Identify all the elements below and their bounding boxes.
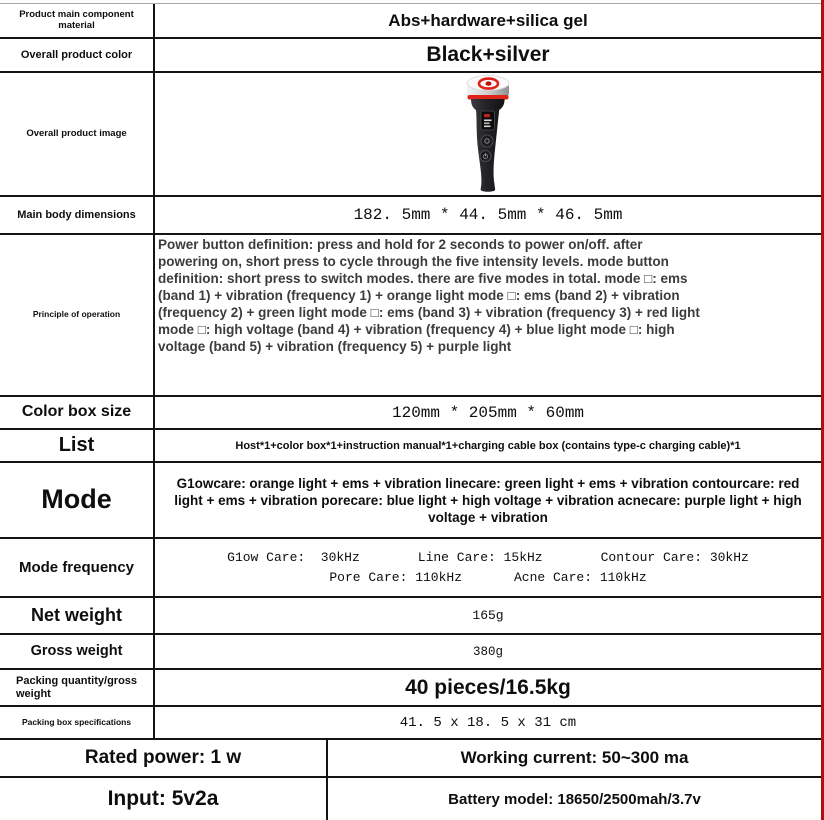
spec-row-dimensions	[0, 197, 821, 235]
row-value-dimensions: 182. 5mm * 44. 5mm * 46. 5mm	[353, 206, 623, 224]
spec-row-material	[0, 4, 821, 39]
row-label-image: Overall product image	[0, 73, 155, 195]
beauty-device-image	[456, 75, 520, 193]
row-label-colorbox: Color box size	[0, 397, 155, 428]
spec-row-gross-weight	[0, 635, 821, 670]
row-label-packing-box: Packing box specifications	[0, 707, 155, 738]
row-value-principle: Power button definition: press and hold for 2 seconds to power on/off. after powering on, short press to cycle through the five intensity levels. mode button definition: short press to switch modes. there are five modes in total. mode □: ems (band 1) + vibration (frequency 1) + orange light mode □: ems (band 2) + vibration (frequency 2) + green light mode □: ems (band 3) + vibration (frequency 3) + red light mode □: high voltage (band 4) + vibration (frequency 4) + blue light mode □: high voltage (band 5) + vibration (frequency 5) + purple light	[158, 237, 700, 354]
freq-line-care: Line Care: 15kHz	[417, 550, 543, 565]
frequency-line-1	[227, 550, 749, 565]
row-label-material: Product main component material	[0, 4, 155, 37]
row-label-frequency: Mode frequency	[0, 539, 155, 596]
spec-row-mode	[0, 463, 821, 539]
row-label-dimensions: Main body dimensions	[0, 197, 155, 233]
row-value-image	[155, 73, 821, 195]
spec-row-principle	[0, 235, 821, 397]
row-value-mode: G1owcare: orange light + ems + vibration linecare: green light + ems + vibration contourcare: red light + ems + vibration porecare: blue light + high voltage + vibration acnecare: purple light + high voltage + vibration	[174, 475, 802, 525]
freq-contour-care: Contour Care: 30kHz	[600, 550, 749, 565]
rated-power-cell: Rated power: 1 w	[0, 740, 328, 776]
battery-model-cell: Battery model: 18650/2500mah/3.7v	[448, 790, 701, 808]
freq-glow-care: G1ow Care: 30kHz	[227, 550, 360, 565]
working-current-cell: Working current: 50~300 ma	[460, 748, 689, 767]
spec-row-input-battery	[0, 778, 821, 820]
frequency-line-2	[329, 570, 646, 585]
row-label-net-weight: Net weight	[0, 598, 155, 633]
row-value-packing-box: 41. 5 x 18. 5 x 31 cm	[399, 714, 577, 731]
freq-acne-care: Acne Care: 110kHz	[514, 570, 647, 585]
row-value-list: Host*1+color box*1+instruction manual*1+charging cable box (contains type-c charging cable)*1	[235, 439, 741, 452]
spec-row-packing-box	[0, 707, 821, 740]
spec-row-image	[0, 73, 821, 197]
spec-row-frequency	[0, 539, 821, 598]
row-label-color: Overall product color	[0, 39, 155, 71]
row-value-frequency	[155, 539, 821, 596]
spec-row-color	[0, 39, 821, 73]
row-value-gross-weight: 380g	[472, 644, 503, 659]
product-spec-sheet	[0, 3, 821, 820]
spec-row-list	[0, 430, 821, 463]
row-value-material: Abs+hardware+silica gel	[388, 10, 588, 30]
row-value-color: Black+silver	[426, 43, 550, 66]
spec-row-packing-quantity	[0, 670, 821, 707]
spec-row-colorbox	[0, 397, 821, 430]
input-cell: Input: 5v2a	[0, 778, 328, 820]
freq-pore-care: Pore Care: 110kHz	[329, 570, 462, 585]
row-label-gross-weight: Gross weight	[0, 635, 155, 668]
row-value-colorbox: 120mm * 205mm * 60mm	[391, 403, 585, 422]
row-label-mode: Mode	[0, 463, 155, 537]
row-label-list: List	[0, 430, 155, 461]
row-value-packing-quantity: 40 pieces/16.5kg	[405, 675, 571, 699]
row-label-principle: Principle of operation	[0, 235, 155, 395]
row-label-packing-quantity: Packing quantity/gross weight	[0, 670, 155, 705]
spec-row-power-current	[0, 740, 821, 778]
spec-row-net-weight	[0, 598, 821, 635]
row-value-net-weight: 165g	[472, 608, 504, 623]
